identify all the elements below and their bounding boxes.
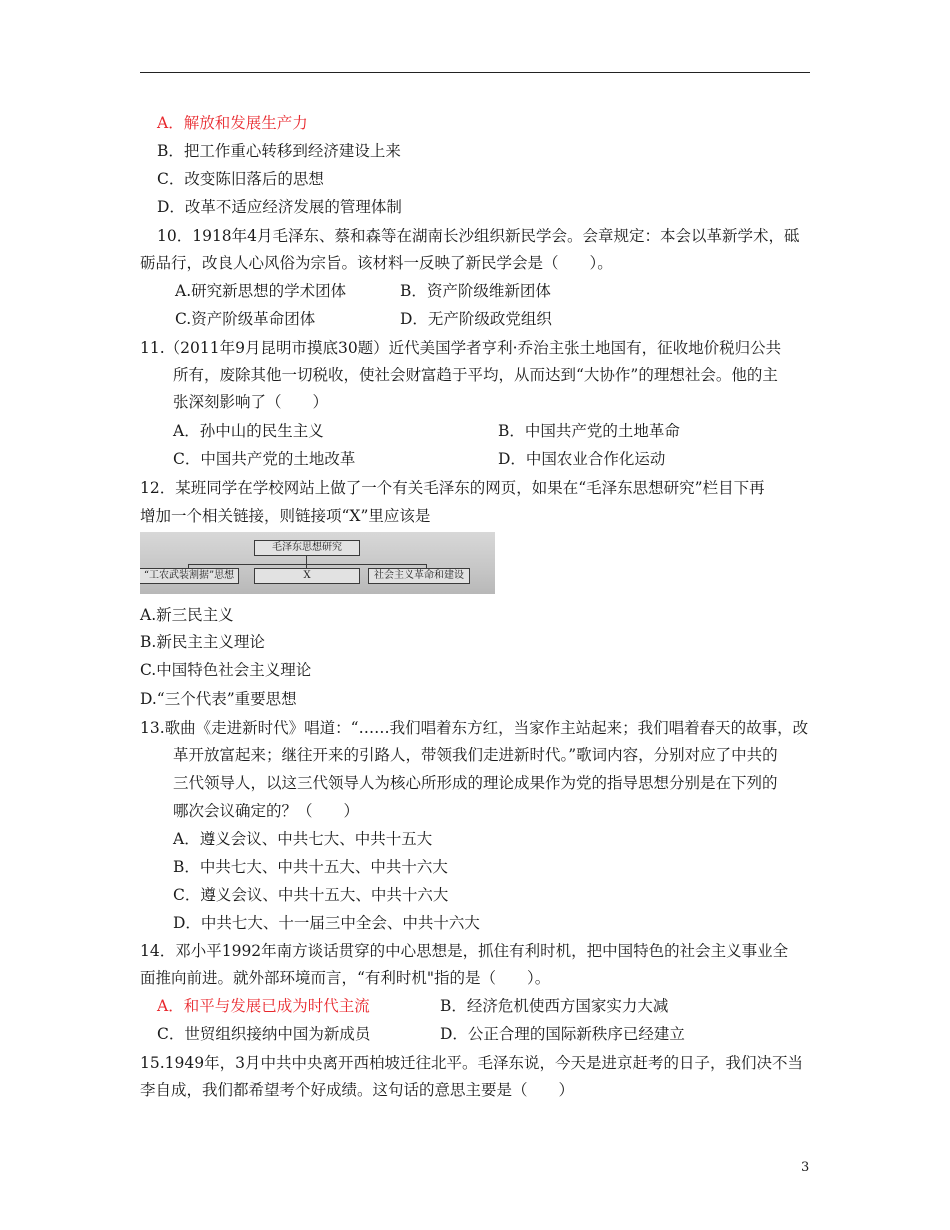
q13-stem-line1: 13.歌曲《走进新时代》唱道：“……我们唱着东方红，当家作主站起来；我们唱着春天的故事，改 xyxy=(140,719,809,737)
q14-option-a: A．和平与发展已成为时代主流 xyxy=(157,997,370,1015)
q11-stem-line2: 所有，废除其他一切税收，使社会财富趋于平均，从而达到“大协作”的理想社会。他的主 xyxy=(173,366,778,384)
q12-option-a: A.新三民主义 xyxy=(140,606,234,624)
diagram-root-box: 毛泽东思想研究 xyxy=(254,540,360,556)
diagram-left-box: “工农武装割据”思想 xyxy=(140,568,239,584)
q14-stem-line2: 面推向前进。就外部环境而言，“有利时机"指的是（ ）。 xyxy=(140,969,551,987)
diagram-connector xyxy=(306,555,307,564)
q11-option-c: C．中国共产党的土地改革 xyxy=(173,450,356,468)
q11-option-d: D．中国农业合作化运动 xyxy=(498,450,666,468)
diagram-right-box: 社会主义革命和建设 xyxy=(368,568,470,584)
q11-option-b: B．中国共产党的土地革命 xyxy=(498,422,680,440)
diagram-x-box: X xyxy=(254,568,360,584)
q13-option-a: A．遵义会议、中共七大、中共十五大 xyxy=(173,830,433,848)
page-number: 3 xyxy=(801,1160,810,1175)
q10-option-a: A.研究新思想的学术团体 xyxy=(175,282,347,300)
q14-option-d: D．公正合理的国际新秩序已经建立 xyxy=(440,1025,685,1043)
q9-option-a: A．解放和发展生产力 xyxy=(157,114,308,132)
q14-option-c: C．世贸组织接纳中国为新成员 xyxy=(157,1025,371,1043)
q10-stem-line2: 砺品行，改良人心风俗为宗旨。该材料一反映了新民学会是（ ）。 xyxy=(140,254,613,272)
mao-thought-diagram xyxy=(140,532,495,594)
q15-stem-line2: 李自成，我们都希望考个好成绩。这句话的意思主要是（ ） xyxy=(140,1081,575,1099)
q13-option-c: C．遵义会议、中共十五大、中共十六大 xyxy=(173,886,449,904)
q13-stem-line3: 三代领导人，以这三代领导人为核心所形成的理论成果作为党的指导思想分别是在下列的 xyxy=(173,774,778,792)
q10-option-d: D．无产阶级政党组织 xyxy=(400,310,552,328)
q9-option-c: C．改变陈旧落后的思想 xyxy=(157,170,324,188)
q9-option-b: B．把工作重心转移到经济建设上来 xyxy=(157,142,401,160)
q10-stem-line1: 10．1918年4月毛泽东、蔡和森等在湖南长沙组织新民学会。会章规定：本会以革新学术，砥 xyxy=(157,227,800,245)
q10-option-c: C.资产阶级革命团体 xyxy=(175,310,316,328)
q12-option-d: D.“三个代表”重要思想 xyxy=(140,690,297,708)
q14-option-b: B．经济危机使西方国家实力大减 xyxy=(440,997,669,1015)
q12-stem-line2: 增加一个相关链接，则链接项“X”里应该是 xyxy=(140,507,431,525)
diagram-connector xyxy=(188,564,426,565)
q12-stem-line1: 12．某班同学在学校网站上做了一个有关毛泽东的网页，如果在“毛泽东思想研究”栏目下再 xyxy=(140,479,765,497)
q12-option-b: B.新民主主义理论 xyxy=(140,633,265,651)
header-rule xyxy=(140,72,810,73)
q14-stem-line1: 14．邓小平1992年南方谈话贯穿的中心思想是，抓住有利时机，把中国特色的社会主义事业全 xyxy=(140,942,789,960)
q15-stem-line1: 15.1949年，3月中共中央离开西柏坡迁往北平。毛泽东说，今天是进京赶考的日子，我们决不当 xyxy=(140,1054,803,1072)
q12-option-c: C.中国特色社会主义理论 xyxy=(140,661,312,679)
q13-option-b: B．中共七大、中共十五大、中共十六大 xyxy=(173,858,448,876)
q13-stem-line2: 革开放富起来；继往开来的引路人，带领我们走进新时代。”歌词内容，分别对应了中共的 xyxy=(173,746,778,764)
q13-stem-line4: 哪次会议确定的？（ ） xyxy=(173,802,360,820)
q11-stem-line1: 11.（2011年9月昆明市摸底30题）近代美国学者亨利·乔治主张土地国有，征收地价税归公共 xyxy=(140,339,782,357)
q11-option-a: A．孙中山的民生主义 xyxy=(173,422,324,440)
q10-option-b: B．资产阶级维新团体 xyxy=(400,282,551,300)
q9-option-d: D．改革不适应经济发展的管理体制 xyxy=(157,198,402,216)
q13-option-d: D．中共七大、十一届三中全会、中共十六大 xyxy=(173,914,480,932)
q11-stem-line3: 张深刻影响了（ ） xyxy=(173,393,329,411)
